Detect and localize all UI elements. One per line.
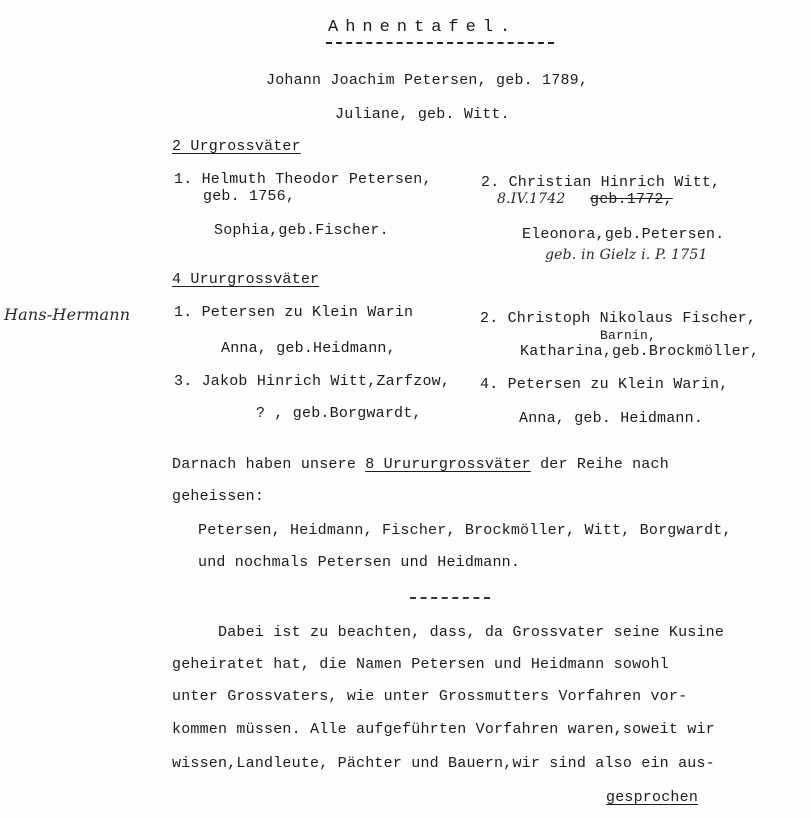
urgross-heading: 2 Urgrossväter — [172, 138, 301, 155]
paragraph1-line4: und nochmals Petersen und Heidmann. — [198, 554, 521, 571]
ururgross-1-name: 1. Petersen zu Klein Warin — [174, 304, 414, 321]
paragraph2-line5: wissen,Landleute, Pächter und Bauern,wir sind also ein aus- — [172, 755, 715, 772]
paragraph1-line1-underlined: 8 Urururgrossväter — [365, 456, 531, 473]
paragraph1-line2: geheissen: — [172, 488, 265, 505]
paragraph1-line1-a: Darnach haben unsere — [172, 456, 366, 473]
title-underline — [326, 42, 554, 44]
paragraph1-line1-b: der Reihe nach — [530, 456, 669, 473]
ururgross-3-name: 3. Jakob Hinrich Witt,Zarfzow, — [174, 373, 451, 390]
urgross-1-wife: Sophia,geb.Fischer. — [214, 222, 389, 239]
paragraph1-line3: Petersen, Heidmann, Fischer, Brockmöller, Witt, Borgwardt, — [198, 522, 732, 539]
urgross-1-name: 1. Helmuth Theodor Petersen, — [174, 171, 432, 188]
catchword: gesprochen — [606, 789, 699, 806]
header-line-1: Johann Joachim Petersen, geb. 1789, — [266, 72, 589, 89]
ururgross-2-name: 2. Christoph Nikolaus Fischer, — [480, 310, 757, 327]
margin-note-handwritten: Hans-Hermann — [4, 305, 131, 324]
ururgross-heading: 4 Ururgrossväter — [172, 271, 320, 288]
urgross-2-handwritten-note: geb. in Gielz i. P. 1751 — [545, 247, 708, 263]
urgross-2-wife: Eleonora,geb.Petersen. — [522, 226, 725, 243]
urgross-2-name: 2. Christian Hinrich Witt, — [481, 174, 721, 191]
ururgross-2-wife: Katharina,geb.Brockmöller, — [520, 343, 760, 360]
urgross-1-born: geb. 1756, — [203, 188, 296, 205]
ururgross-1-wife: Anna, geb.Heidmann, — [221, 340, 396, 357]
document-title: Ahnentafel. — [328, 18, 518, 37]
header-line-2: Juliane, geb. Witt. — [335, 106, 510, 123]
paragraph2-line1: Dabei ist zu beachten, dass, da Grossvater seine Kusine — [218, 624, 725, 641]
urgross-2-struck-date: geb.1772, — [590, 191, 673, 208]
section-separator — [410, 597, 490, 599]
ururgross-2-place: Barnin, — [600, 328, 657, 343]
paragraph2-line2: geheiratet hat, die Namen Petersen und Heidmann sowohl — [172, 656, 669, 673]
paragraph1-line1 — [172, 456, 669, 473]
ururgross-4-wife: Anna, geb. Heidmann. — [519, 410, 704, 427]
paragraph2-line4: kommen müssen. Alle aufgeführten Vorfahren waren,soweit wir — [172, 721, 715, 738]
ururgross-4-name: 4. Petersen zu Klein Warin, — [480, 376, 729, 393]
ururgross-3-wife: ? , geb.Borgwardt, — [256, 405, 422, 422]
paragraph2-line3: unter Grossvaters, wie unter Grossmutters Vorfahren vor- — [172, 688, 688, 705]
urgross-2-handwritten-date: 8.IV.1742 — [497, 191, 566, 207]
